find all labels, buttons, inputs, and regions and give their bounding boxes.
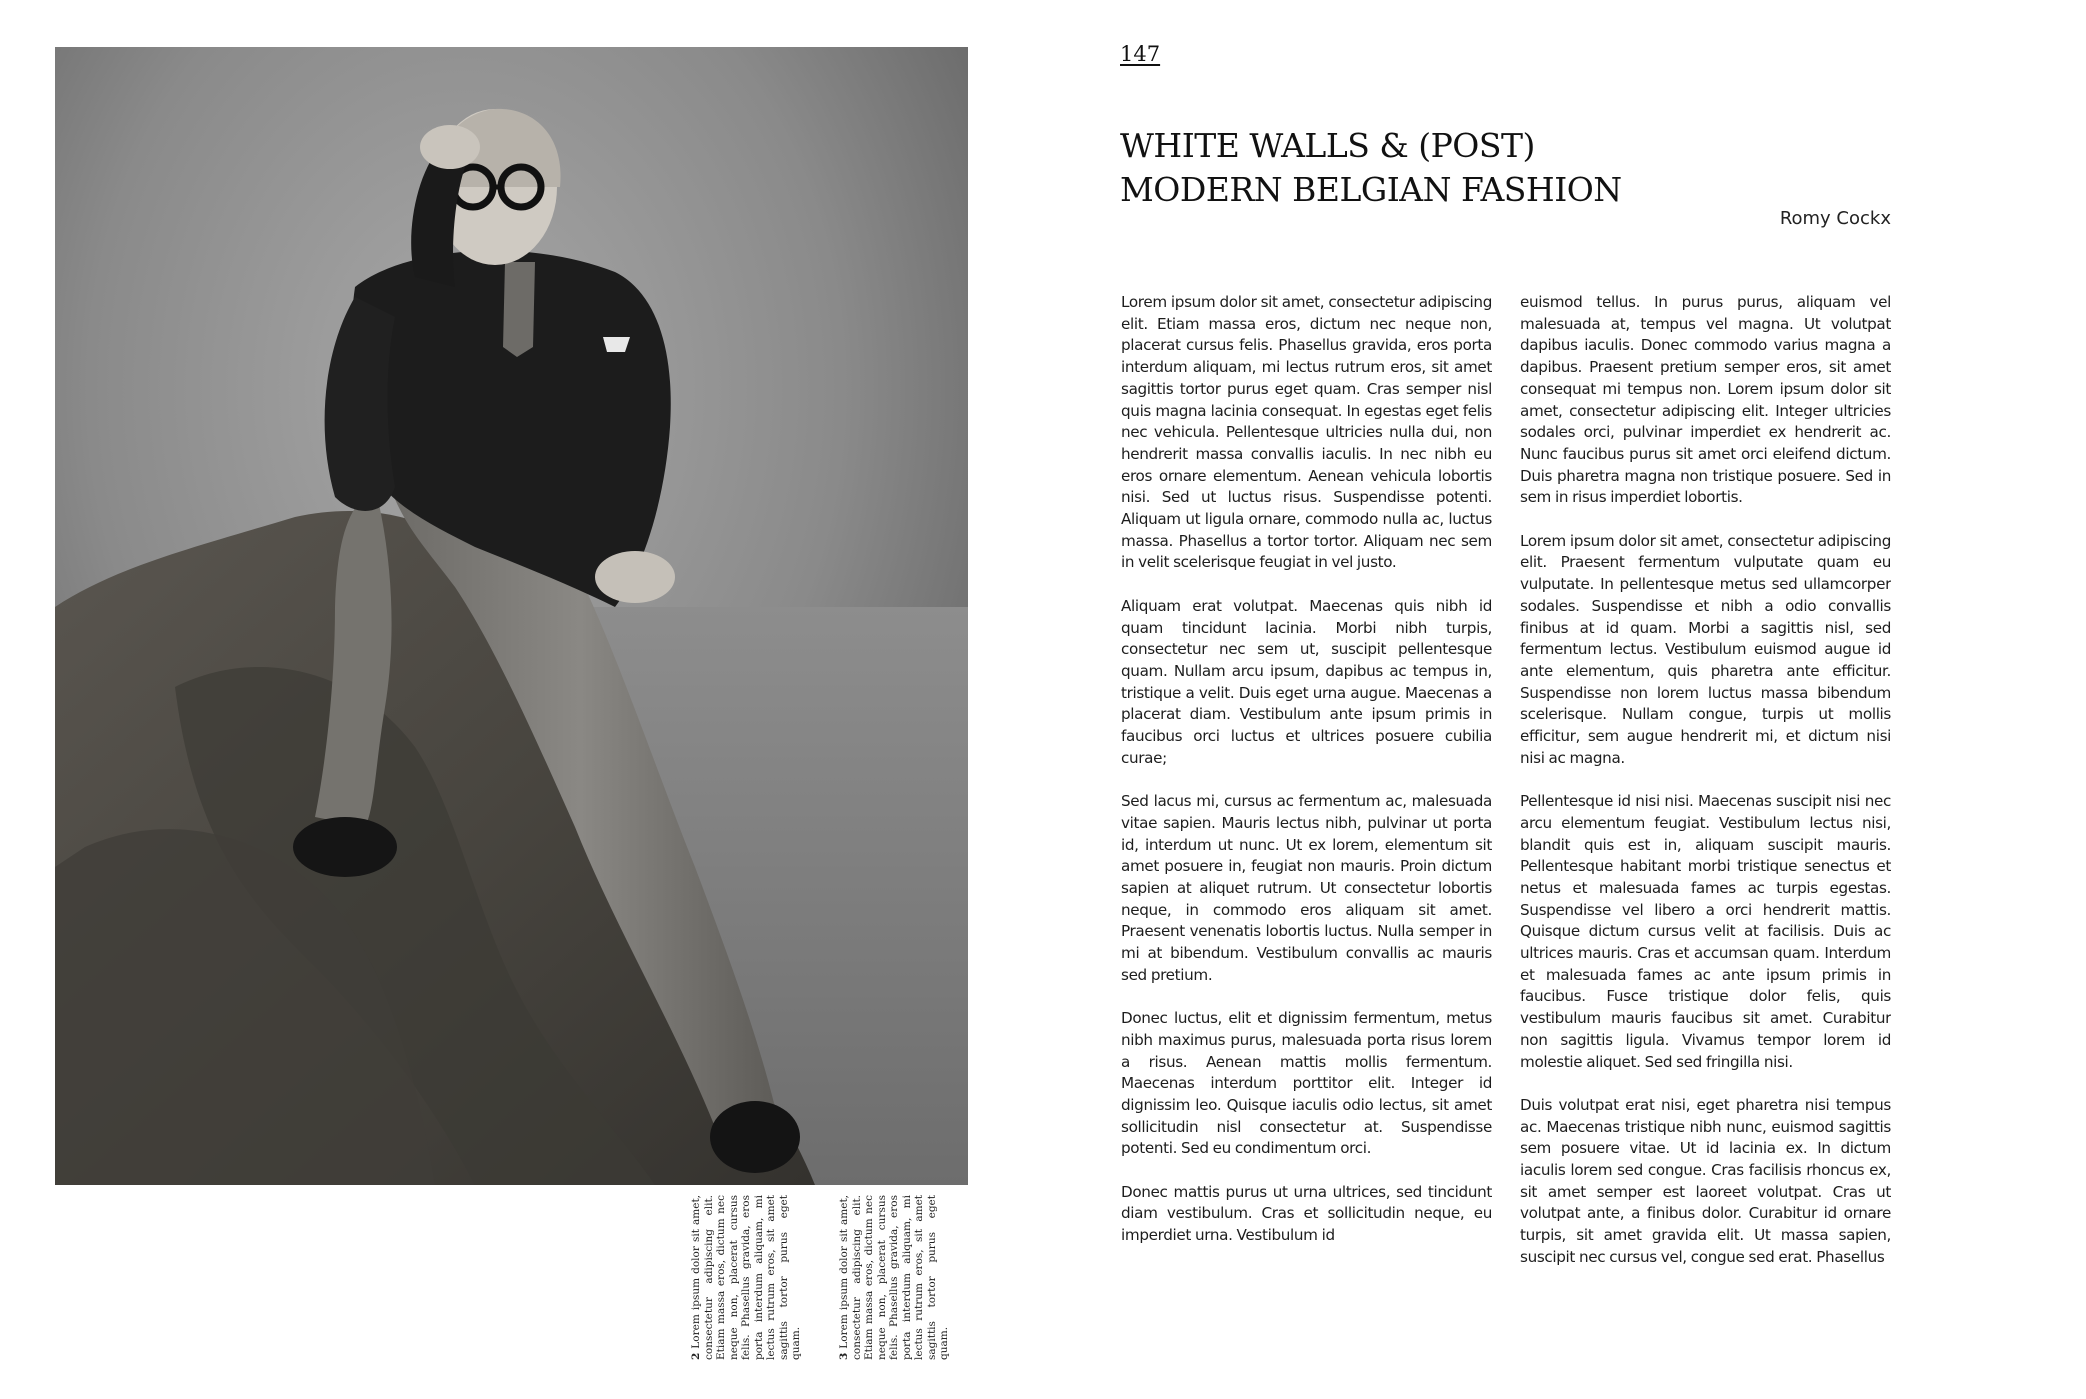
caption-2	[690, 1195, 802, 1360]
paragraph: Donec mattis purus ut urna ultrices, sed tincidunt diam vestibulum. Cras et sollicitudin neque, eu imperdiet urna. Vestibulum id	[1121, 1182, 1492, 1245]
article-title-line-2: MODERN BELGIAN FASHION	[1120, 170, 1622, 209]
paragraph: Aliquam erat volutpat. Maecenas quis nibh id quam tincidunt lacinia. Morbi nibh turpis, consectetur nec sem ut, suscipit pellentesque quam. Nullam arcu ipsum, dapibus ac tempus in, tristique a velit. Duis eget urna augue. Maecenas a placerat diam. Vestibulum ante ipsum primis in faucibus orci luctus et ultrices posuere cubilia curae;	[1121, 596, 1492, 767]
body-column-left	[1121, 292, 1492, 1332]
caption-number: 2	[690, 1352, 702, 1360]
paragraph: Lorem ipsum dolor sit amet, consectetur adipiscing elit. Etiam massa eros, dictum nec neque non, placerat cursus felis. Phasellus gravida, eros porta interdum aliquam, mi lectus rutrum eros, sit amet sagittis tortor purus eget quam. Cras semper nisl quis magna lacinia consequat. In egestas eget felis nec vehicula. Pellentesque ultricies nulla dui, non hendrerit massa convallis iaculis. In nec nibh eu eros ornare elementum. Aenean vehicula lobortis nisi. Sed ut luctus risus. Suspendisse potenti. Aliquam ut ligula ornare, commodo nulla ac, luctus massa. Phasellus a tortor tortor. Aliquam nec sem in velit scelerisque feugiat in vel justo.	[1121, 293, 1492, 572]
paragraph: Pellentesque id nisi nisi. Maecenas suscipit nisi nec arcu elementum feugiat. Vestibulum lectus nisi, blandit quis est in, aliquam suscipit mauris. Pellentesque habitant morbi tristique senectus et netus et malesuada fames ac turpis egestas. Suspendisse vel libero a orci hendrerit mattis. Quisque dictum cursus velit at facilisis. Duis ac ultrices mauris. Cras et accumsan quam. Interdum et malesuada fames ac ante ipsum primis in faucibus. Fusce tristique dolor felis, quis vestibulum mauris faucibus sit amet. Curabitur non sagittis ligula. Vivamus tempor lorem id molestie aliquet. Sed sed fringilla nisi.	[1520, 792, 1891, 1071]
paragraph: euismod tellus. In purus purus, aliquam vel malesuada at, tempus vel magna. Ut volutpat dapibus iaculis. Donec commodo varius magna a dapibus. Praesent pretium semper eros, sit amet consequat mi tempus non. Lorem ipsum dolor sit amet, consectetur adipiscing elit. Integer ultricies sodales orci, pulvinar imperdiet ex hendrerit ac. Nunc faucibus purus sit amet orci eleifend dictum. Duis pharetra magna non tristique posuere. Sed in sem in risus imperdiet lobortis.	[1520, 293, 1891, 507]
photo-captions	[690, 1195, 980, 1365]
caption-number: 3	[838, 1352, 850, 1360]
paragraph: Sed lacus mi, cursus ac fermentum ac, malesuada vitae sapien. Mauris lectus nibh, pulvinar ut porta id, interdum ut nunc. Ut ex lorem, elementum sit amet posuere in, feugiat non mauris. Proin dictum sapien at aliquet rutrum. Ut consectetur lobortis neque, in commodo eros aliquam sit amet. Praesent venenatis lobortis luctus. Nulla semper in mi at bibendum. Vestibulum convallis ac mauris sed pretium.	[1121, 792, 1492, 984]
portrait-photograph-icon	[55, 47, 968, 1185]
page-number: 147	[1120, 42, 1161, 66]
caption-text: Lorem ipsum dolor sit amet, consectetur adipiscing elit. Etiam massa eros, dictum nec neque non, placerat cursus felis. Phasellus gravida, eros porta interdum aliquam, mi lectus rutrum eros, sit amet sagittis tortor purus eget quam.	[838, 1195, 950, 1360]
caption-3	[838, 1195, 968, 1360]
author-name: Romy Cockx	[1779, 208, 1891, 229]
paragraph: Donec luctus, elit et dignissim fermentum, metus nibh maximus purus, malesuada porta risus lorem a risus. Aenean mattis mollis fermentum. Maecenas interdum porttitor elit. Integer id dignissim leo. Quisque iaculis odio lectus, sit amet sollicitudin nisl consectetur at. Suspendisse potenti. Sed eu condimentum orci.	[1121, 1009, 1492, 1158]
paragraph: Duis volutpat erat nisi, eget pharetra nisi tempus ac. Maecenas tristique nibh nunc, euismod sagittis sem posuere vitae. Ut id lacinia ex. In dictum iaculis lorem sed congue. Cras facilisis rhoncus ex, sit amet semper est laoreet volutpat. Cras ut volutpat ante, a finibus dolor. Curabitur id ornare turpis, sit amet gravida elit. Ut massa sapien, suscipit nec cursus vel, congue sed erat. Phasellus	[1520, 1095, 1891, 1266]
body-column-right	[1520, 292, 1891, 1332]
portrait-photograph	[55, 47, 968, 1185]
article-title	[1120, 124, 1920, 212]
article-title-line-1: WHITE WALLS & (POST)	[1120, 126, 1535, 165]
caption-text: Lorem ipsum dolor sit amet, consectetur adipiscing elit. Etiam massa eros, dictum nec neque non, placerat cursus felis. Phasellus gravida, eros porta interdum aliquam, mi lectus rutrum eros, sit amet sagittis tortor purus eget quam.	[690, 1195, 802, 1360]
paragraph: Lorem ipsum dolor sit amet, consectetur adipiscing elit. Praesent fermentum vulputate quam eu vulputate. In pellentesque metus sed ullamcorper sodales. Suspendisse et nibh a odio convallis finibus at id quam. Morbi a sagittis nisl, sed fermentum lectus. Vestibulum euismod augue id ante elementum, quis pharetra ante efficitur. Suspendisse non lorem luctus massa bibendum scelerisque. Nullam congue, turpis ut mollis efficitur, sem augue hendrerit mi, et dictum nisi nisi ac magna.	[1520, 531, 1891, 767]
